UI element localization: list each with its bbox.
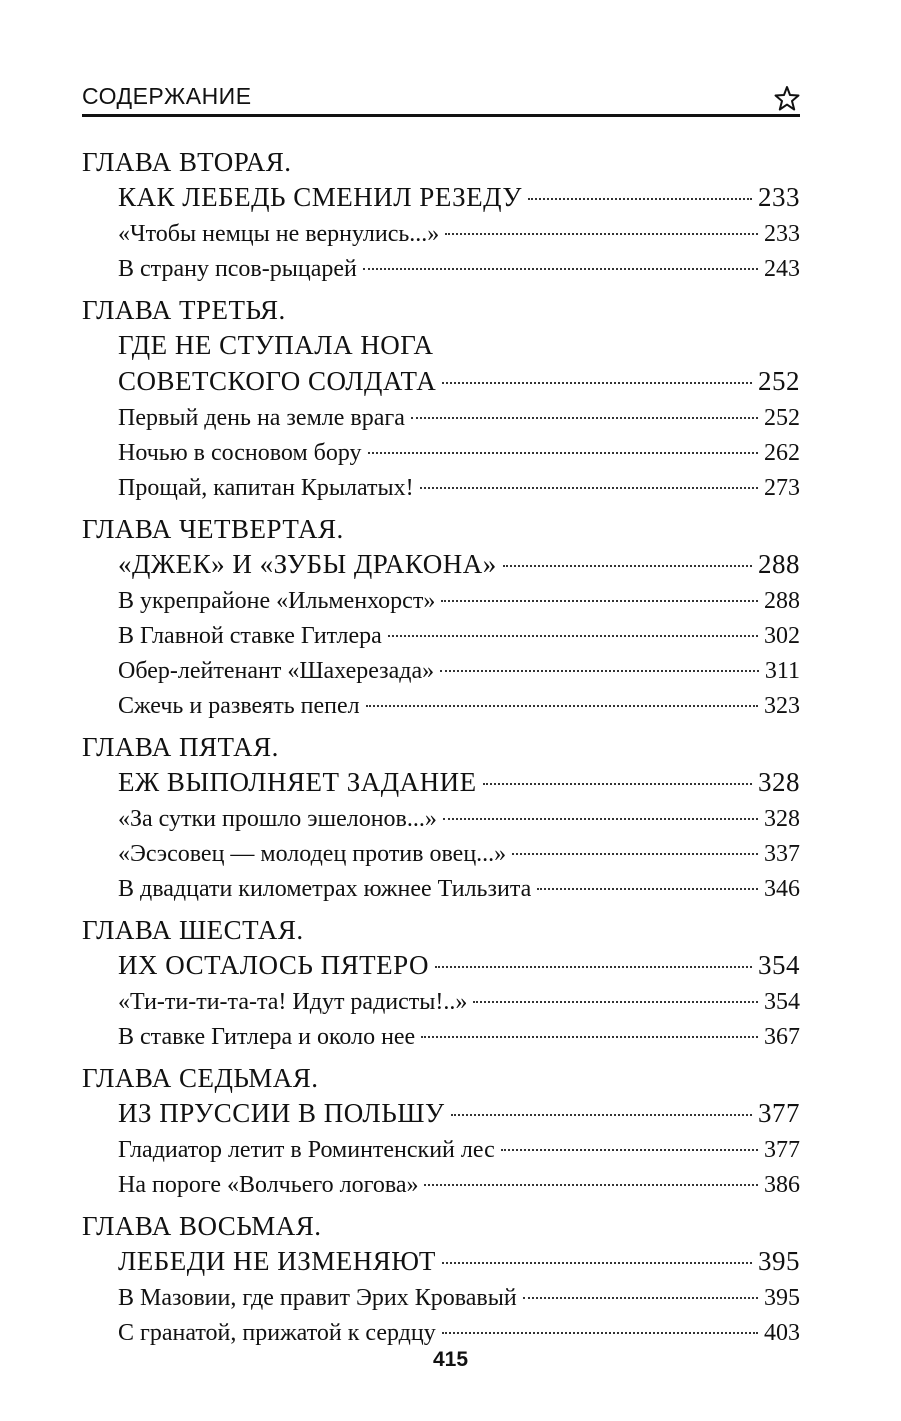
chapter-title-entry[interactable] xyxy=(82,947,800,983)
section-entry[interactable] xyxy=(82,471,800,506)
section-title: Обер-лейтенант «Шахерезада» xyxy=(118,658,435,684)
dot-leader xyxy=(501,1149,758,1151)
chapter-title: ЕЖ ВЫПОЛНЯЕТ ЗАДАНИЕ xyxy=(118,767,477,797)
section-page-number: 311 xyxy=(764,658,800,684)
chapter-block xyxy=(82,145,800,287)
chapter-page-number: 328 xyxy=(758,767,800,797)
chapter-title-entry[interactable] xyxy=(82,1243,800,1279)
chapter-title: ИХ ОСТАЛОСЬ ПЯТЕРО xyxy=(118,950,429,980)
dot-leader xyxy=(528,198,752,200)
dot-leader xyxy=(445,233,758,235)
chapter-label: ГЛАВА СЕДЬМАЯ. xyxy=(82,1063,319,1093)
chapter-label: ГЛАВА ВТОРАЯ. xyxy=(82,147,292,177)
section-entry[interactable] xyxy=(82,1316,800,1351)
dot-leader xyxy=(537,888,758,890)
section-title: В двадцати километрах южнее Тильзита xyxy=(118,876,532,902)
section-page-number: 243 xyxy=(764,256,800,282)
chapter-title: КАК ЛЕБЕДЬ СМЕНИЛ РЕЗЕДУ xyxy=(118,182,523,212)
chapter-block xyxy=(82,1061,800,1203)
running-head-title: СОДЕРЖАНИЕ xyxy=(82,83,252,109)
section-title: Прощай, капитан Крылатых! xyxy=(118,475,414,501)
dot-leader xyxy=(442,1332,758,1334)
chapter-title-line: ГДЕ НЕ СТУПАЛА НОГА xyxy=(118,330,434,360)
dot-leader xyxy=(366,705,758,707)
section-title: В ставке Гитлера и около нее xyxy=(118,1024,416,1050)
section-page-number: 337 xyxy=(764,841,800,867)
section-title: В страну псов-рыцарей xyxy=(118,256,357,282)
dot-leader xyxy=(443,818,758,820)
chapter-label: ГЛАВА ПЯТАЯ. xyxy=(82,732,279,762)
chapter-page-number: 252 xyxy=(758,366,800,396)
chapter-page-number: 354 xyxy=(758,950,800,980)
section-page-number: 328 xyxy=(764,806,800,832)
chapter-title: «ДЖЕК» И «ЗУБЫ ДРАКОНА» xyxy=(118,549,497,579)
chapter-title: СОВЕТСКОГО СОЛДАТА xyxy=(118,366,437,396)
section-title: В укрепрайоне «Ильменхорст» xyxy=(118,588,436,614)
dot-leader xyxy=(503,565,752,567)
section-entry[interactable] xyxy=(82,401,800,436)
dot-leader xyxy=(473,1001,758,1003)
section-title: Сжечь и развеять пепел xyxy=(118,693,360,719)
page xyxy=(82,76,800,1357)
section-page-number: 252 xyxy=(764,405,800,431)
section-title: На пороге «Волчьего логова» xyxy=(118,1172,419,1198)
dot-leader xyxy=(363,268,758,270)
dot-leader xyxy=(512,853,758,855)
section-entry[interactable] xyxy=(82,802,800,837)
dot-leader xyxy=(451,1114,752,1116)
section-entry[interactable] xyxy=(82,217,800,252)
section-page-number: 346 xyxy=(764,876,800,902)
page-number: 415 xyxy=(432,1348,469,1371)
section-title: «Ти-ти-ти-та-та! Идут радисты!..» xyxy=(118,989,468,1015)
running-head xyxy=(82,76,800,117)
section-entry[interactable] xyxy=(82,619,800,654)
section-entry[interactable] xyxy=(82,1133,800,1168)
dot-leader xyxy=(483,783,752,785)
dot-leader xyxy=(440,670,759,672)
section-entry[interactable] xyxy=(82,872,800,907)
dot-leader xyxy=(424,1184,758,1186)
section-title: «За сутки прошло эшелонов...» xyxy=(118,806,437,832)
section-page-number: 403 xyxy=(764,1320,800,1346)
section-title: Первый день на земле врага xyxy=(118,405,405,431)
section-page-number: 323 xyxy=(764,693,800,719)
table-of-contents xyxy=(82,145,800,1351)
dot-leader xyxy=(420,487,758,489)
dot-leader xyxy=(442,382,752,384)
section-title: В Мазовии, где правит Эрих Кровавый xyxy=(118,1285,517,1311)
dot-leader xyxy=(435,966,752,968)
chapter-label: ГЛАВА ВОСЬМАЯ. xyxy=(82,1211,322,1241)
section-page-number: 354 xyxy=(764,989,800,1015)
section-entry[interactable] xyxy=(82,436,800,471)
section-title: Гладиатор летит в Роминтенский лес xyxy=(118,1137,495,1163)
section-entry[interactable] xyxy=(82,252,800,287)
chapter-block xyxy=(82,730,800,907)
section-page-number: 302 xyxy=(764,623,800,649)
dot-leader xyxy=(442,1262,752,1264)
section-title: «Эсэсовец — молодец против овец...» xyxy=(118,841,507,867)
dot-leader xyxy=(523,1297,758,1299)
chapter-page-number: 395 xyxy=(758,1246,800,1276)
chapter-block xyxy=(82,293,800,506)
section-entry[interactable] xyxy=(82,1281,800,1316)
star-icon xyxy=(774,85,800,111)
section-entry[interactable] xyxy=(82,985,800,1020)
section-entry[interactable] xyxy=(82,584,800,619)
chapter-title-entry[interactable] xyxy=(82,764,800,800)
section-page-number: 273 xyxy=(764,475,800,501)
chapter-block xyxy=(82,913,800,1055)
section-entry[interactable] xyxy=(82,654,800,689)
dot-leader xyxy=(441,600,758,602)
chapter-title: ЛЕБЕДИ НЕ ИЗМЕНЯЮТ xyxy=(118,1246,436,1276)
chapter-block xyxy=(82,512,800,724)
section-title: В Главной ставке Гитлера xyxy=(118,623,382,649)
chapter-page-number: 377 xyxy=(758,1098,800,1128)
section-entry[interactable] xyxy=(82,837,800,872)
dot-leader xyxy=(388,635,758,637)
section-title: Ночью в сосновом бору xyxy=(118,440,362,466)
chapter-title-entry[interactable] xyxy=(82,363,800,399)
chapter-block xyxy=(82,1209,800,1351)
section-title: «Чтобы немцы не вернулись...» xyxy=(118,221,440,247)
section-page-number: 367 xyxy=(764,1024,800,1050)
section-page-number: 262 xyxy=(764,440,800,466)
section-page-number: 377 xyxy=(764,1137,800,1163)
section-title: С гранатой, прижатой к сердцу xyxy=(118,1320,436,1346)
chapter-label: ГЛАВА ЧЕТВЕРТАЯ. xyxy=(82,514,344,544)
chapter-title-entry[interactable] xyxy=(82,1095,800,1131)
section-page-number: 288 xyxy=(764,588,800,614)
chapter-title: ИЗ ПРУССИИ В ПОЛЬШУ xyxy=(118,1098,445,1128)
dot-leader xyxy=(411,417,758,419)
section-entry[interactable] xyxy=(82,1020,800,1055)
dot-leader xyxy=(421,1036,758,1038)
section-page-number: 233 xyxy=(764,221,800,247)
chapter-page-number: 288 xyxy=(758,549,800,579)
section-entry[interactable] xyxy=(82,1168,800,1203)
dot-leader xyxy=(368,452,758,454)
chapter-title-entry[interactable] xyxy=(82,179,800,215)
section-page-number: 386 xyxy=(764,1172,800,1198)
chapter-label: ГЛАВА ТРЕТЬЯ. xyxy=(82,295,286,325)
chapter-label: ГЛАВА ШЕСТАЯ. xyxy=(82,915,304,945)
chapter-page-number: 233 xyxy=(758,182,800,212)
section-entry[interactable] xyxy=(82,689,800,724)
chapter-title-entry[interactable] xyxy=(82,546,800,582)
section-page-number: 395 xyxy=(764,1285,800,1311)
